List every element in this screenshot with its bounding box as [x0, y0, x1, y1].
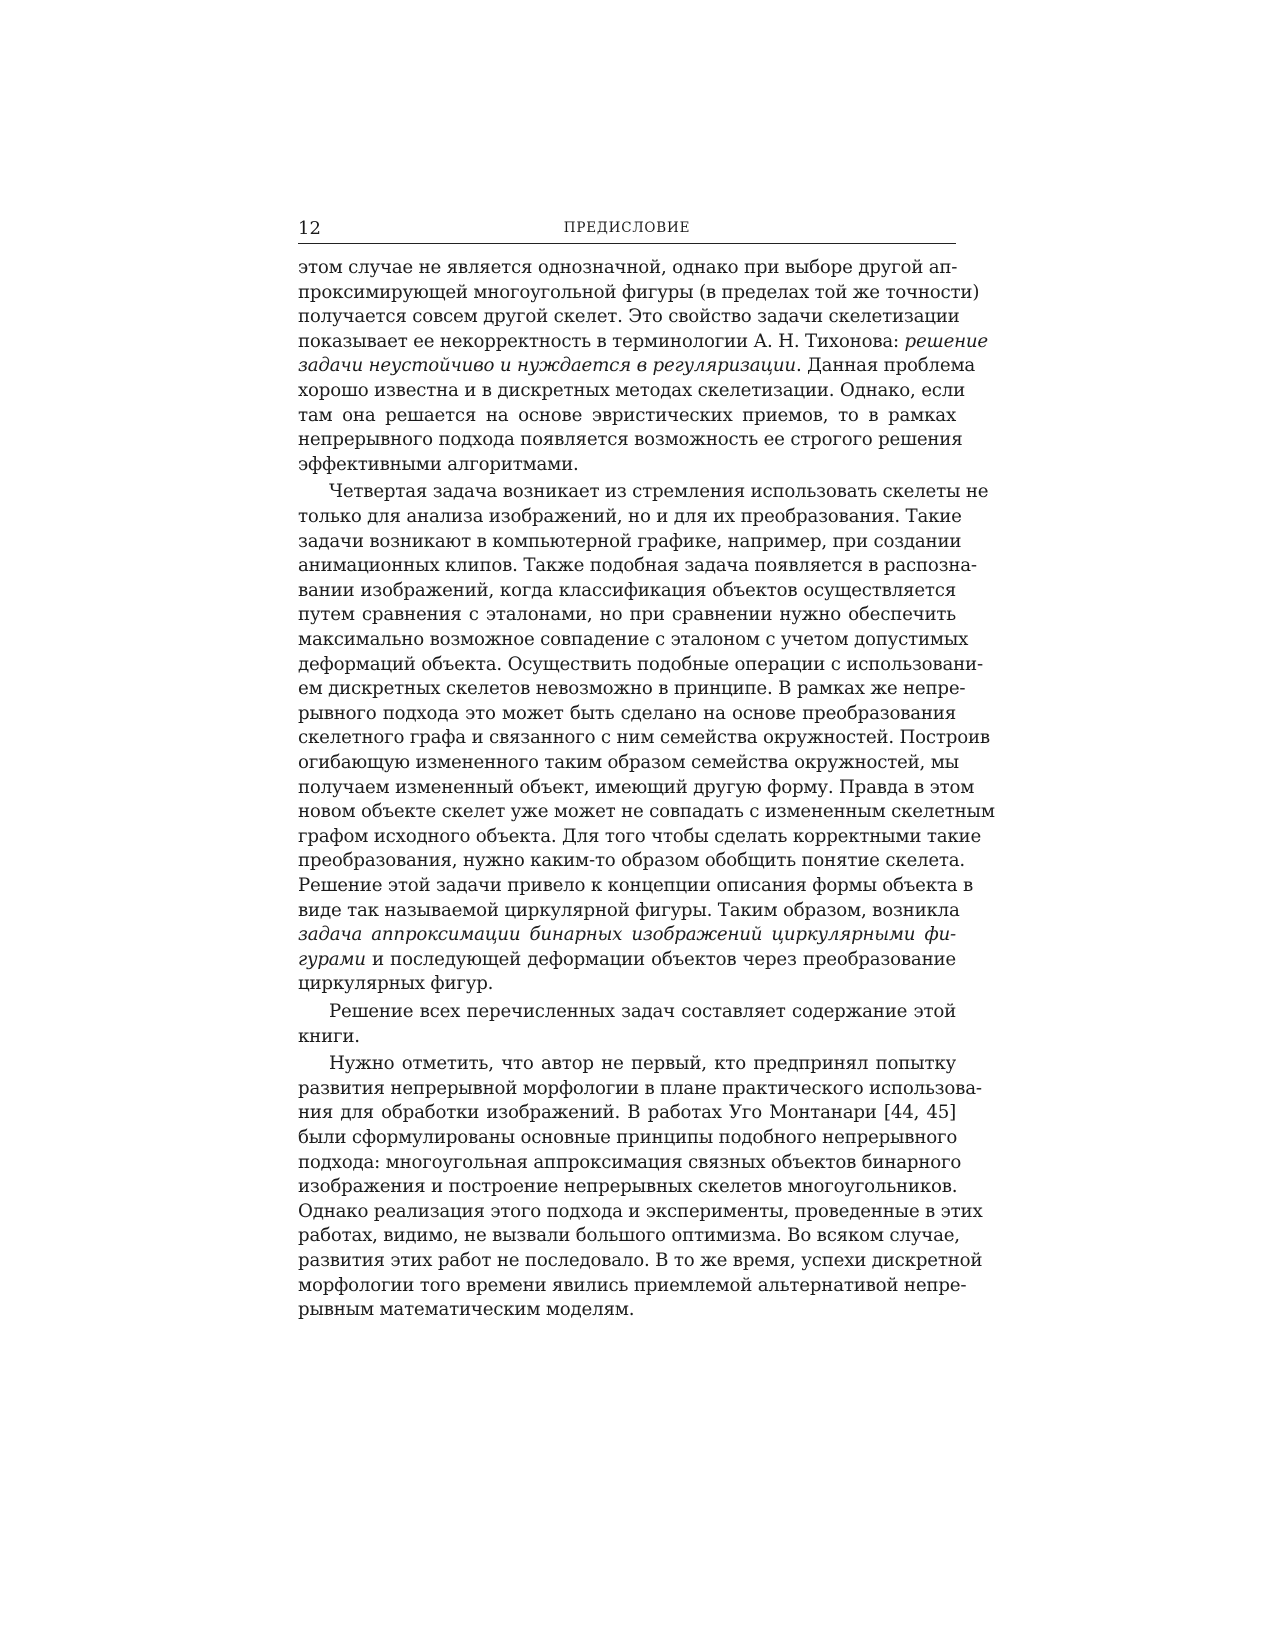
text-line [298, 330, 988, 355]
line-text: путем сравнения с эталонами, но при сравнении нужно обеспечить [298, 604, 956, 626]
text-line [329, 1052, 956, 1077]
line-text: ния для обработки изображений. В работах Уго Монтанари [44, 45] [298, 1102, 956, 1124]
line-text: проксимирующей многоугольной фигуры (в пределах той же точности) [298, 281, 980, 303]
text-line [298, 404, 956, 429]
line-text: новом объекте скелет уже может не совпадать с измененным скелетным [298, 801, 995, 823]
line-text: задачи возникают в компьютерной графике, например, при создании [298, 530, 962, 552]
text-line [298, 428, 963, 453]
line-text: развития этих работ не последовало. В то же время, успехи дискретной [298, 1250, 983, 1271]
line-text: были сформулированы основные принципы подобного непрерывного [298, 1127, 958, 1148]
line-text: скелетного графа и связанного с ним семейства окружностей. Построив [298, 727, 990, 749]
italic-text: гурами [298, 948, 366, 970]
text-line [298, 530, 962, 555]
text-line [298, 923, 956, 948]
text-line [298, 379, 966, 404]
text-line [298, 1298, 956, 1323]
text-line [298, 281, 980, 306]
text-line [298, 1025, 956, 1050]
text-line [298, 628, 969, 653]
text-line [298, 554, 977, 579]
text-line [298, 305, 960, 330]
text-line [298, 874, 974, 899]
line-text: и последующей деформации объектов через преобразование [365, 948, 956, 970]
line-text: . Данная проблема [795, 355, 976, 377]
text-line [298, 776, 975, 801]
text-line [298, 800, 995, 825]
line-text: этом случае не является однозначной, однако при выборе другой ап- [298, 257, 958, 278]
line-text: анимационных клипов. Также подобная задача появляется в распозна- [298, 555, 977, 577]
text-line [298, 1200, 983, 1225]
text-line [298, 849, 966, 874]
line-text: огибающую измененного таким образом семейства окружностей, мы [298, 752, 959, 773]
text-line [298, 505, 962, 530]
line-text: эффективными алгоритмами. [298, 453, 579, 475]
text-line [298, 1249, 983, 1274]
running-title: ПРЕДИСЛОВИЕ [563, 220, 691, 236]
line-text: работах, видимо, не вызвали большого оптимизма. Во всяком случае, [298, 1225, 960, 1247]
text-line [298, 1101, 956, 1126]
line-text: максимально возможное совпадение с эталоном с учетом допустимых [298, 629, 969, 650]
text-line [329, 480, 989, 505]
text-line [298, 1151, 962, 1176]
italic-text: решение [904, 330, 988, 352]
text-line [298, 702, 956, 727]
text-line [298, 677, 966, 702]
text-line [298, 653, 983, 678]
line-text: хорошо известна и в дискретных методах скелетизации. Однако, если [298, 380, 966, 401]
italic-text: задача аппроксимации бинарных изображений циркулярными фи- [298, 924, 956, 946]
line-text: Четвертая задача возникает из стремления использовать скелеты не [329, 481, 989, 503]
italic-text: задачи неустойчиво и нуждается в регуляризации [298, 355, 796, 377]
text-line [298, 1274, 967, 1299]
line-text: подхода: многоугольная аппроксимация связных объектов бинарного [298, 1151, 962, 1173]
line-text: рывного подхода это может быть сделано на основе преобразования [298, 702, 956, 724]
text-line [298, 603, 956, 628]
line-text: изображения и построение непрерывных скелетов многоугольников. [298, 1176, 958, 1198]
line-text: Нужно отметить, что автор не первый, кто предпринял попытку [329, 1053, 956, 1075]
line-text: Однако реализация этого подхода и эксперименты, проведенные в этих [298, 1200, 983, 1222]
text-line [298, 726, 990, 751]
line-text: ем дискретных скелетов невозможно в принципе. В рамках же непре- [298, 678, 966, 700]
line-text: получается совсем другой скелет. Это свойство задачи скелетизации [298, 306, 960, 328]
line-text: вании изображений, когда классификация объектов осуществляется [298, 579, 956, 601]
line-text: деформаций объекта. Осуществить подобные операции с использовани- [298, 653, 983, 675]
page-number: 12 [298, 218, 321, 239]
line-text: рывным математическим моделям. [298, 1299, 635, 1321]
text-line [298, 972, 956, 997]
text-line [298, 948, 956, 973]
line-text: получаем измененный объект, имеющий другую форму. Правда в этом [298, 776, 975, 798]
page-header [298, 216, 956, 244]
line-text: Решение всех перечисленных задач составляет содержание этой [329, 1001, 956, 1022]
text-line [298, 1126, 956, 1151]
line-text: развития непрерывной морфологии в плане практического использова- [298, 1077, 982, 1099]
text-line [298, 453, 956, 478]
text-line [329, 1000, 956, 1025]
text-line [298, 354, 976, 379]
text-line [298, 1224, 960, 1249]
line-text: преобразования, нужно каким-то образом обобщить понятие скелета. [298, 850, 966, 872]
line-text: только для анализа изображений, но и для их преобразования. Такие [298, 506, 962, 527]
text-line [298, 899, 960, 924]
line-text: Решение этой задачи привело к концепции описания формы объекта в [298, 875, 974, 896]
line-text: графом исходного объекта. Для того чтобы сделать корректными такие [298, 825, 982, 847]
text-line [298, 579, 956, 604]
line-text: морфологии того времени явились приемлемой альтернативой непре- [298, 1274, 967, 1296]
text-line [298, 751, 959, 776]
text-line [298, 1077, 982, 1102]
text-line [298, 825, 982, 850]
line-text: там она решается на основе эвристических приемов, то в рамках [298, 404, 956, 426]
text-line [298, 256, 956, 281]
line-text: виде так называемой циркулярной фигуры. Таким образом, возникла [298, 899, 960, 921]
line-text: непрерывного подхода появляется возможность ее строгого решения [298, 429, 963, 451]
line-text: циркулярных фигур. [298, 973, 494, 995]
line-text: показывает ее некорректность в терминологии А. Н. Тихонова: [298, 330, 905, 352]
text-line [298, 1175, 956, 1200]
line-text: книги. [298, 1025, 360, 1047]
